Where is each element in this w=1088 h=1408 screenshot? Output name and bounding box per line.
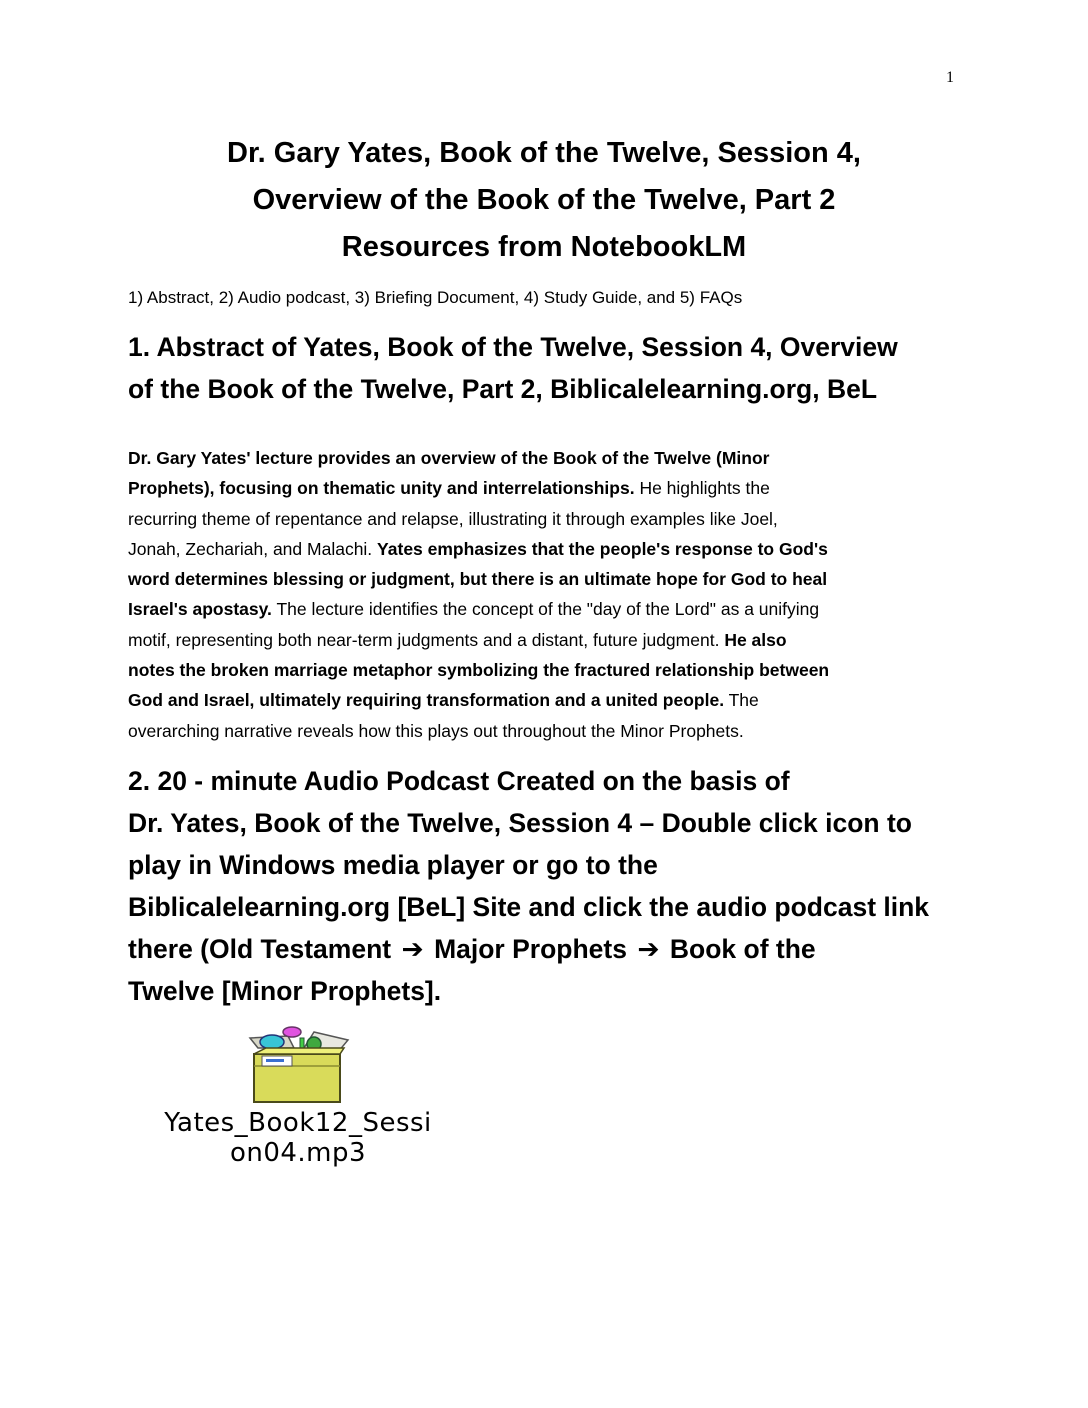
abstract-paragraph [128, 443, 968, 746]
document-title [128, 130, 960, 271]
right-arrow-icon: ➔ [401, 934, 424, 964]
section-1-heading-line-1: 1. Abstract of Yates, Book of the Twelve, Session 4, Overview [128, 332, 898, 362]
page-number: 1 [946, 69, 954, 86]
abstract-text: overarching narrative reveals how this plays out throughout the Minor Prophets. [128, 720, 744, 741]
abstract-text: God and Israel, ultimately requiring transformation and a united people. [128, 690, 725, 711]
abstract-text: The [724, 690, 759, 711]
abstract-text: Yates emphasizes that the people's response to God's [377, 538, 828, 559]
section-2-line: Major Prophets [434, 934, 627, 964]
abstract-text: notes the broken marriage metaphor symbolizing the fractured relationship between [128, 660, 830, 681]
abstract-text: Dr. Gary Yates' lecture provides an overview of the Book of the Twelve (Minor [128, 448, 770, 468]
section-2-line: play in Windows media player or go to the [128, 850, 658, 880]
mp3-file-name-line-2: on04.mp3 [229, 1138, 367, 1168]
abstract-text: Jonah, Zechariah, and Malachi. [128, 538, 378, 559]
title-line-3: Resources from NotebookLM [341, 231, 747, 263]
section-2-line: there (Old Testament [128, 934, 392, 964]
section-2-line: Twelve [Minor Prophets]. [128, 976, 442, 1006]
mp3-file-name-line-1: Yates_Book12_Sessi [164, 1108, 432, 1138]
abstract-text: recurring theme of repentance and relapse, illustrating it through examples like Joel, [128, 508, 778, 529]
section-2-line: Book of the [669, 934, 816, 964]
mp3-attachment[interactable] [128, 1026, 468, 1176]
abstract-text: motif, representing both near-term judgments and a distant, future judgment. [128, 629, 725, 650]
right-arrow-icon: ➔ [637, 934, 660, 964]
abstract-text: Prophets), focusing on thematic unity and interrelationships. [128, 478, 635, 499]
title-line-1: Dr. Gary Yates, Book of the Twelve, Session 4, [227, 137, 861, 169]
section-1-heading [128, 326, 898, 410]
abstract-text: He also [724, 629, 787, 650]
section-2-line: Dr. Yates, Book of the Twelve, Session 4 – Double click icon to [128, 808, 912, 838]
mp3-file-name[interactable] [128, 1108, 468, 1168]
abstract-text: word determines blessing or judgment, but there is an ultimate hope for God to heal [128, 569, 828, 590]
section-2-heading [128, 760, 929, 1012]
section-1-heading-line-2: of the Book of the Twelve, Part 2, Biblicalelearning.org, BeL [128, 374, 878, 404]
abstract-text: Israel's apostasy. [128, 599, 272, 620]
abstract-text: The lecture identifies the concept of the "day of the Lord" as a unifying [271, 599, 820, 620]
section-2-line: Biblicalelearning.org [BeL] Site and click the audio podcast link [128, 892, 930, 922]
contents-list: 1) Abstract, 2) Audio podcast, 3) Briefing Document, 4) Study Guide, and 5) FAQs [128, 288, 743, 307]
title-line-2: Overview of the Book of the Twelve, Part 2 [252, 184, 836, 216]
section-2-line: 2. 20 - minute Audio Podcast Created on the basis of [128, 766, 790, 796]
mp3-package-icon[interactable] [244, 1026, 354, 1108]
abstract-text: He highlights the [634, 478, 770, 499]
